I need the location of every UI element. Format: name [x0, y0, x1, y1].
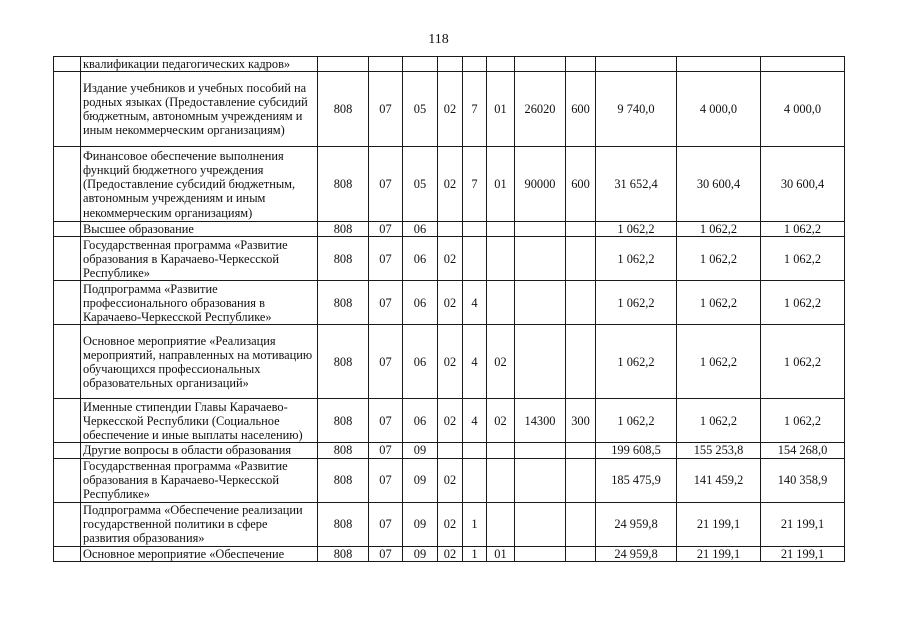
- amount-year-3: 1 062,2: [761, 237, 845, 281]
- row-name: Издание учебников и учебных пособий на родных языках (Предоставление субсидий бюджетным, автономным учреждениям и иным некоммерческим организациям): [81, 72, 318, 147]
- code-rz: 07: [369, 546, 403, 561]
- code-rz: 07: [369, 458, 403, 502]
- code-ved: [318, 57, 369, 72]
- code-ved: 808: [318, 222, 369, 237]
- amount-year-2: 21 199,1: [677, 502, 761, 546]
- code-subprogram: 4: [463, 325, 487, 399]
- table-row: [54, 399, 845, 443]
- row-marker-cell: [54, 222, 81, 237]
- amount-year-3: 30 600,4: [761, 147, 845, 222]
- code-ved: 808: [318, 72, 369, 147]
- row-marker-cell: [54, 237, 81, 281]
- code-program: 02: [438, 502, 463, 546]
- code-event: [487, 458, 515, 502]
- amount-year-1: 24 959,8: [596, 502, 677, 546]
- table-row: [54, 281, 845, 325]
- code-rz: 07: [369, 399, 403, 443]
- code-direction: [515, 443, 566, 458]
- budget-table-body: [54, 57, 845, 562]
- code-direction: [515, 546, 566, 561]
- page-number: 118: [428, 32, 449, 47]
- amount-year-1: 1 062,2: [596, 222, 677, 237]
- amount-year-1: 199 608,5: [596, 443, 677, 458]
- row-name: квалификации педагогических кадров»: [81, 57, 318, 72]
- row-name: Высшее образование: [81, 222, 318, 237]
- code-subprogram: [463, 222, 487, 237]
- table-row: [54, 546, 845, 561]
- code-ved: 808: [318, 443, 369, 458]
- row-name: Финансовое обеспечение выполнения функций бюджетного учреждения (Предоставление субсидий бюджетным, автономным учреждениям и иным некоммерческим организациям): [81, 147, 318, 222]
- amount-year-2: 21 199,1: [677, 546, 761, 561]
- code-direction: 14300: [515, 399, 566, 443]
- row-marker-cell: [54, 443, 81, 458]
- code-direction: [515, 237, 566, 281]
- amount-year-3: 4 000,0: [761, 72, 845, 147]
- row-marker-cell: [54, 147, 81, 222]
- code-subprogram: 4: [463, 281, 487, 325]
- code-ved: 808: [318, 325, 369, 399]
- code-vr: 600: [566, 72, 596, 147]
- code-pr: 06: [403, 399, 438, 443]
- code-vr: [566, 458, 596, 502]
- row-marker-cell: [54, 281, 81, 325]
- amount-year-1: 9 740,0: [596, 72, 677, 147]
- code-event: [487, 237, 515, 281]
- row-marker-cell: [54, 72, 81, 147]
- amount-year-1: 31 652,4: [596, 147, 677, 222]
- row-marker-cell: [54, 546, 81, 561]
- code-event: 01: [487, 546, 515, 561]
- amount-year-2: 1 062,2: [677, 399, 761, 443]
- amount-year-2: 1 062,2: [677, 325, 761, 399]
- amount-year-2: 30 600,4: [677, 147, 761, 222]
- amount-year-3: 1 062,2: [761, 325, 845, 399]
- code-program: [438, 222, 463, 237]
- code-vr: [566, 502, 596, 546]
- code-rz: 07: [369, 237, 403, 281]
- amount-year-3: 1 062,2: [761, 399, 845, 443]
- table-row: [54, 443, 845, 458]
- table-row: [54, 458, 845, 502]
- code-ved: 808: [318, 281, 369, 325]
- table-row: [54, 502, 845, 546]
- amount-year-1: [596, 57, 677, 72]
- code-program: 02: [438, 72, 463, 147]
- code-direction: 90000: [515, 147, 566, 222]
- code-rz: 07: [369, 281, 403, 325]
- row-marker-cell: [54, 458, 81, 502]
- code-pr: 06: [403, 237, 438, 281]
- row-name: Подпрограмма «Развитие профессионального образования в Карачаево-Черкесской Республике»: [81, 281, 318, 325]
- table-row: [54, 222, 845, 237]
- code-ved: 808: [318, 458, 369, 502]
- row-marker-cell: [54, 502, 81, 546]
- amount-year-1: 1 062,2: [596, 325, 677, 399]
- code-ved: 808: [318, 237, 369, 281]
- code-program: 02: [438, 147, 463, 222]
- amount-year-2: 1 062,2: [677, 281, 761, 325]
- code-ved: 808: [318, 147, 369, 222]
- code-event: [487, 222, 515, 237]
- code-subprogram: 1: [463, 502, 487, 546]
- code-direction: [515, 502, 566, 546]
- amount-year-3: 1 062,2: [761, 281, 845, 325]
- code-pr: 09: [403, 458, 438, 502]
- code-direction: [515, 458, 566, 502]
- code-event: [487, 502, 515, 546]
- code-rz: [369, 57, 403, 72]
- code-ved: 808: [318, 399, 369, 443]
- amount-year-2: 155 253,8: [677, 443, 761, 458]
- table-row: [54, 237, 845, 281]
- code-vr: [566, 281, 596, 325]
- row-name: Подпрограмма «Обеспечение реализации государственной политики в сфере развития образования»: [81, 502, 318, 546]
- amount-year-2: [677, 57, 761, 72]
- code-event: 01: [487, 147, 515, 222]
- code-rz: 07: [369, 443, 403, 458]
- amount-year-1: 1 062,2: [596, 237, 677, 281]
- code-rz: 07: [369, 147, 403, 222]
- amount-year-3: [761, 57, 845, 72]
- row-name: Основное мероприятие «Обеспечение: [81, 546, 318, 561]
- row-name: Государственная программа «Развитие образования в Карачаево-Черкесской Республике»: [81, 458, 318, 502]
- code-event: [487, 57, 515, 72]
- code-vr: [566, 443, 596, 458]
- code-vr: 600: [566, 147, 596, 222]
- budget-table: [53, 56, 845, 562]
- amount-year-3: 21 199,1: [761, 546, 845, 561]
- code-pr: 06: [403, 222, 438, 237]
- code-pr: 09: [403, 502, 438, 546]
- code-rz: 07: [369, 325, 403, 399]
- amount-year-2: 4 000,0: [677, 72, 761, 147]
- table-row: [54, 72, 845, 147]
- code-pr: 05: [403, 147, 438, 222]
- code-vr: [566, 57, 596, 72]
- code-program: 02: [438, 458, 463, 502]
- code-direction: [515, 281, 566, 325]
- amount-year-1: 1 062,2: [596, 399, 677, 443]
- code-ved: 808: [318, 546, 369, 561]
- table-row: [54, 147, 845, 222]
- code-program: [438, 443, 463, 458]
- amount-year-1: 24 959,8: [596, 546, 677, 561]
- code-rz: 07: [369, 222, 403, 237]
- code-event: 02: [487, 399, 515, 443]
- code-rz: 07: [369, 72, 403, 147]
- table-row: [54, 325, 845, 399]
- code-vr: [566, 237, 596, 281]
- code-event: 02: [487, 325, 515, 399]
- amount-year-1: 1 062,2: [596, 281, 677, 325]
- code-vr: [566, 222, 596, 237]
- amount-year-1: 185 475,9: [596, 458, 677, 502]
- code-direction: [515, 222, 566, 237]
- row-marker-cell: [54, 57, 81, 72]
- code-pr: 06: [403, 281, 438, 325]
- code-pr: 05: [403, 72, 438, 147]
- code-vr: [566, 325, 596, 399]
- code-pr: [403, 57, 438, 72]
- row-name: Основное мероприятие «Реализация мероприятий, направленных на мотивацию обучающихся профессиональных образовательных организаций»: [81, 325, 318, 399]
- code-event: [487, 281, 515, 325]
- row-name: Государственная программа «Развитие образования в Карачаево-Черкесской Республике»: [81, 237, 318, 281]
- amount-year-2: 141 459,2: [677, 458, 761, 502]
- code-subprogram: [463, 443, 487, 458]
- row-marker-cell: [54, 325, 81, 399]
- amount-year-2: 1 062,2: [677, 237, 761, 281]
- code-subprogram: [463, 237, 487, 281]
- row-marker-cell: [54, 399, 81, 443]
- code-subprogram: [463, 458, 487, 502]
- code-program: 02: [438, 325, 463, 399]
- code-subprogram: 1: [463, 546, 487, 561]
- code-program: [438, 57, 463, 72]
- row-name: Именные стипендии Главы Карачаево-Черкесской Республики (Социальное обеспечение и иные выплаты населению): [81, 399, 318, 443]
- code-program: 02: [438, 237, 463, 281]
- code-event: 01: [487, 72, 515, 147]
- code-rz: 07: [369, 502, 403, 546]
- code-subprogram: 4: [463, 399, 487, 443]
- amount-year-2: 1 062,2: [677, 222, 761, 237]
- code-subprogram: 7: [463, 147, 487, 222]
- code-pr: 09: [403, 443, 438, 458]
- amount-year-3: 140 358,9: [761, 458, 845, 502]
- code-pr: 09: [403, 546, 438, 561]
- code-program: 02: [438, 546, 463, 561]
- amount-year-3: 154 268,0: [761, 443, 845, 458]
- code-vr: 300: [566, 399, 596, 443]
- code-event: [487, 443, 515, 458]
- code-subprogram: 7: [463, 72, 487, 147]
- code-direction: [515, 325, 566, 399]
- amount-year-3: 21 199,1: [761, 502, 845, 546]
- code-pr: 06: [403, 325, 438, 399]
- code-vr: [566, 546, 596, 561]
- code-direction: [515, 57, 566, 72]
- code-subprogram: [463, 57, 487, 72]
- code-direction: 26020: [515, 72, 566, 147]
- code-program: 02: [438, 281, 463, 325]
- table-row: [54, 57, 845, 72]
- code-program: 02: [438, 399, 463, 443]
- code-ved: 808: [318, 502, 369, 546]
- row-name: Другие вопросы в области образования: [81, 443, 318, 458]
- amount-year-3: 1 062,2: [761, 222, 845, 237]
